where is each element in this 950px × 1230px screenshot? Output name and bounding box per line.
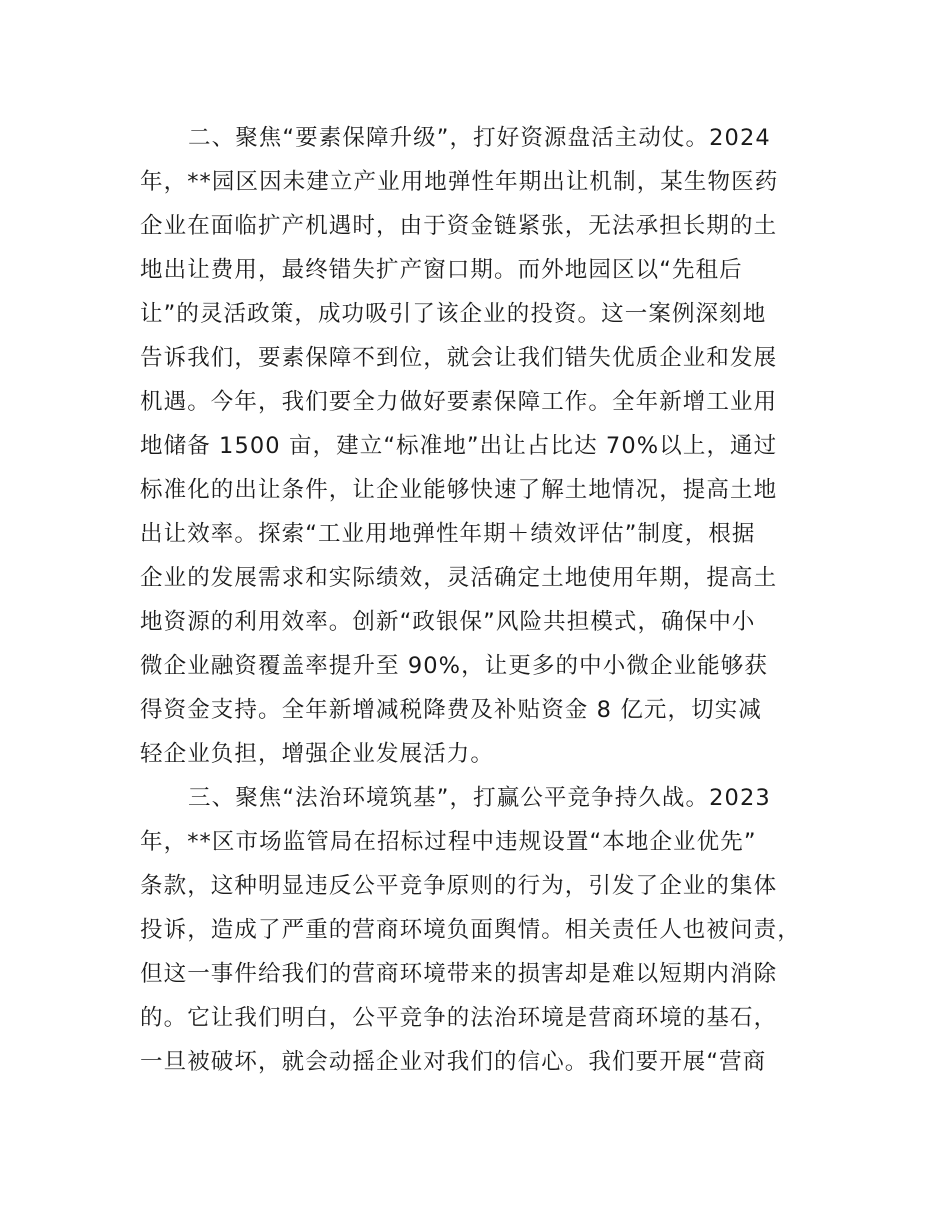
paragraph-line: 但这一事件给我们的营商环境带来的损害却是难以短期内消除 bbox=[140, 961, 778, 987]
paragraph-line: 机遇。今年，我们要全力做好要素保障工作。全年新增工业用 bbox=[140, 389, 778, 415]
paragraph-line: 条款，这种明显违反公平竞争原则的行为，引发了企业的集体 bbox=[140, 873, 778, 899]
paragraph-line: 微企业融资覆盖率提升至 90%，让更多的中小微企业能够获 bbox=[140, 653, 768, 679]
paragraph-line: 告诉我们，要素保障不到位，就会让我们错失优质企业和发展 bbox=[140, 345, 778, 371]
paragraph-line: 年，**园区因未建立产业用地弹性年期出让机制，某生物医药 bbox=[140, 169, 779, 195]
paragraph-line: 年，**区市场监管局在招标过程中违规设置“本地企业优先” bbox=[140, 829, 757, 855]
paragraph-line: 二、聚焦“要素保障升级”，打好资源盘活主动仗。2024 bbox=[188, 125, 771, 151]
paragraph-line: 投诉，造成了严重的营商环境负面舆情。相关责任人也被问责， bbox=[140, 917, 801, 943]
paragraph-line: 让”的灵活政策，成功吸引了该企业的投资。这一案例深刻地 bbox=[140, 301, 767, 327]
paragraph-line: 标准化的出让条件，让企业能够快速了解土地情况，提高土地 bbox=[140, 477, 778, 503]
paragraph-line: 的。它让我们明白，公平竞争的法治环境是营商环境的基石， bbox=[140, 1005, 778, 1031]
paragraph-line: 地资源的利用效率。创新“政银保”风险共担模式，确保中小 bbox=[140, 609, 756, 635]
paragraph-line: 一旦被破坏，就会动摇企业对我们的信心。我们要开展“营商 bbox=[140, 1049, 767, 1075]
paragraph-line: 地储备 1500 亩，建立“标准地”出让占比达 70%以上，通过 bbox=[140, 433, 778, 459]
paragraph-line: 三、聚焦“法治环境筑基”，打赢公平竞争持久战。2023 bbox=[188, 785, 771, 811]
paragraph-line: 得资金支持。全年新增减税降费及补贴资金 8 亿元，切实减 bbox=[140, 697, 762, 723]
paragraph-line: 地出让费用，最终错失扩产窗口期。而外地园区以“先租后 bbox=[140, 257, 743, 283]
paragraph-line: 企业在面临扩产机遇时，由于资金链紧张，无法承担长期的土 bbox=[140, 213, 778, 239]
paragraph-line: 出让效率。探索“工业用地弹性年期＋绩效评估”制度，根据 bbox=[140, 521, 756, 547]
paragraph-line: 轻企业负担，增强企业发展活力。 bbox=[140, 741, 495, 767]
paragraph-line: 企业的发展需求和实际绩效，灵活确定土地使用年期，提高土 bbox=[140, 565, 778, 591]
